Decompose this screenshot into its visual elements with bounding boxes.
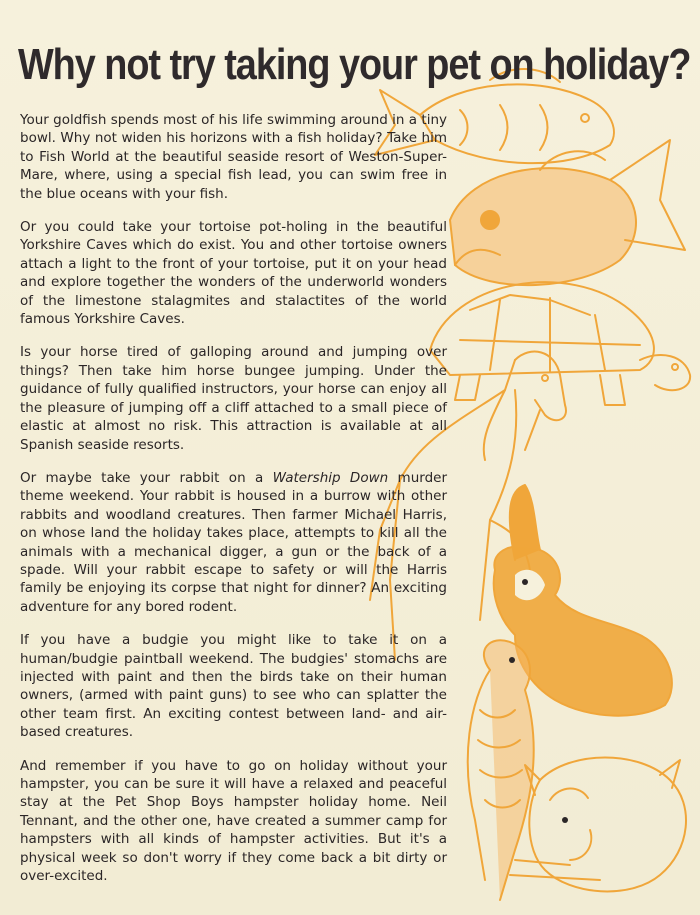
paragraph-fish: Your goldfish spends most of his life swimming around in a tiny bowl. Why not widen his horizons with a fish holiday? Take him to Fish World at the beautiful seaside resort of Weston-Super-Mare, where, using a special fish lead, you can swim free in the blue oceans with your fish.	[20, 112, 447, 202]
book-title-watership-down: Watership Down	[272, 469, 389, 486]
paragraph-tortoise: Or you could take your tortoise pot-holing in the beautiful Yorkshire Caves which do exist. You and other tortoise owners attach a light to the front of your tortoise, put it on your head and explore together the wonders of the underworld wonders of the limestone stalagmites and stalactites of the world famous Yorkshire Caves.	[20, 219, 447, 328]
paragraph-rabbit	[20, 469, 447, 616]
budgie-icon	[468, 640, 534, 900]
paragraph-hampster: And remember if you have to go on holiday without your hampster, you can be sure it will have a relaxed and peaceful stay at the Pet Shop Boys hampster holiday home. Neil Tennant, and the other one, have created a summer camp for hampsters with all kinds of hampster activities. But it's a physical week so don't worry if they come back a bit dirty or over-excited.	[20, 757, 447, 885]
rabbit-text-after: murder theme weekend. Your rabbit is housed in a burrow with other rabbits and woodland creatures. Then farmer Michael Harris, on whose land the holiday takes place, attempts to kill all the animals with a mechanical digger, a gun or the back of a spade. Will your rabbit escape to safety or will the Harris family be enjoying its corpse that night for dinner? An exciting adventure for any bored rodent.	[20, 469, 447, 615]
paragraph-budgie: If you have a budgie you might like to take it on a human/budgie paintball weekend. The budgies' stomachs are injected with paint and then the birds take on their human owners, (armed with paint guns) to see who can splatter the other team first. An exciting contest between land- and air-based creatures.	[20, 632, 447, 741]
page-title: Why not try taking your pet on holiday?	[18, 40, 691, 89]
hampster-icon	[510, 758, 686, 892]
rabbit-text-before: Or maybe take your rabbit on a	[20, 469, 273, 486]
paragraph-horse: Is your horse tired of galloping around and jumping over things? Then take him horse bungee jumping. Under the guidance of fully qualified instructors, your horse can enjoy all the pleasure of jumping off a cliff attached to a small piece of elastic at almost no risk. This attraction is available at all Spanish seaside resorts.	[20, 344, 447, 453]
rabbit-icon	[494, 485, 672, 716]
fish-icon	[450, 140, 685, 285]
tortoise-icon	[430, 282, 690, 405]
article-body	[20, 111, 447, 900]
